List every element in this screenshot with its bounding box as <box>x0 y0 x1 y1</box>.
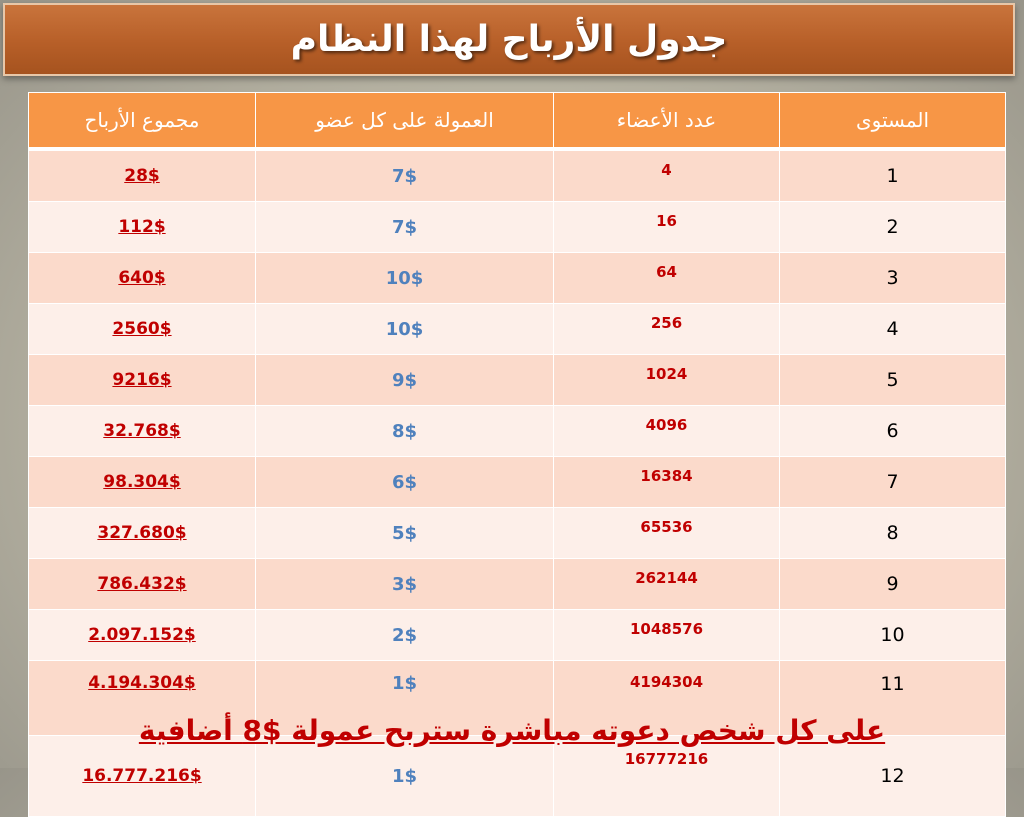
profit-value: 98.304$ <box>103 472 181 492</box>
commission-cell: 10$ <box>256 304 554 355</box>
commission-cell: 10$ <box>256 253 554 304</box>
commission-cell: 7$ <box>256 149 554 202</box>
profit-cell <box>29 149 256 202</box>
table-row <box>29 406 1006 457</box>
profit-value: 640$ <box>118 268 166 288</box>
commission-cell: 7$ <box>256 202 554 253</box>
members-cell: 1048576 <box>554 610 780 661</box>
header-members: عدد الأعضاء <box>554 93 780 150</box>
commission-cell: 1$ <box>256 736 554 817</box>
commission-cell: 3$ <box>256 559 554 610</box>
level-cell: 7 <box>780 457 1006 508</box>
commission-cell: 6$ <box>256 457 554 508</box>
header-commission: العمولة على كل عضو <box>256 93 554 150</box>
page-title: جدول الأرباح لهذا النظام <box>290 19 728 60</box>
members-cell: 16777216 <box>554 736 780 817</box>
profit-cell <box>29 457 256 508</box>
table-row <box>29 149 1006 202</box>
level-cell: 6 <box>780 406 1006 457</box>
profit-value: 112$ <box>118 217 166 237</box>
profit-cell <box>29 610 256 661</box>
table-row <box>29 457 1006 508</box>
commission-cell: 8$ <box>256 406 554 457</box>
level-cell: 12 <box>780 736 1006 817</box>
members-cell: 262144 <box>554 559 780 610</box>
profit-value: 2560$ <box>112 319 172 339</box>
profit-cell <box>29 253 256 304</box>
members-cell: 4194304 <box>554 661 780 736</box>
level-cell: 1 <box>780 149 1006 202</box>
members-cell: 256 <box>554 304 780 355</box>
table-row <box>29 253 1006 304</box>
level-cell: 2 <box>780 202 1006 253</box>
members-cell: 16 <box>554 202 780 253</box>
table-row <box>29 610 1006 661</box>
members-cell: 65536 <box>554 508 780 559</box>
title-bar <box>3 3 1015 76</box>
footer-note: على كل شخص دعوته مباشرة ستربح عمولة $8 أضافية <box>138 714 886 747</box>
table-row <box>29 559 1006 610</box>
table-row <box>29 736 1006 817</box>
profit-cell <box>29 508 256 559</box>
level-cell: 3 <box>780 253 1006 304</box>
profit-cell <box>29 406 256 457</box>
profit-cell <box>29 559 256 610</box>
header-profit: مجموع الأرباح <box>29 93 256 150</box>
profit-value: 9216$ <box>112 370 172 390</box>
profit-value: 2.097.152$ <box>88 625 196 645</box>
level-cell: 9 <box>780 559 1006 610</box>
profit-cell <box>29 355 256 406</box>
table-row <box>29 304 1006 355</box>
level-cell: 10 <box>780 610 1006 661</box>
table-row <box>29 202 1006 253</box>
profit-cell <box>29 304 256 355</box>
table-row <box>29 355 1006 406</box>
level-cell: 11 <box>780 661 1006 736</box>
members-cell: 4096 <box>554 406 780 457</box>
header-level: المستوى <box>780 93 1006 150</box>
members-cell: 16384 <box>554 457 780 508</box>
profit-value: 32.768$ <box>103 421 181 441</box>
level-cell: 4 <box>780 304 1006 355</box>
table-header-row <box>29 93 1006 150</box>
profit-value: 327.680$ <box>97 523 187 543</box>
profit-value: 4.194.304$ <box>88 673 196 693</box>
members-cell: 1024 <box>554 355 780 406</box>
level-cell: 8 <box>780 508 1006 559</box>
members-cell: 4 <box>554 149 780 202</box>
profit-cell <box>29 202 256 253</box>
profit-cell <box>29 736 256 817</box>
commission-cell: 1$ <box>256 661 554 736</box>
profit-value: 28$ <box>124 166 160 186</box>
profit-value: 16.777.216$ <box>82 766 202 786</box>
level-cell: 5 <box>780 355 1006 406</box>
members-cell: 64 <box>554 253 780 304</box>
commission-cell: 2$ <box>256 610 554 661</box>
commission-cell: 5$ <box>256 508 554 559</box>
profit-table <box>28 92 1006 817</box>
profit-value: 786.432$ <box>97 574 187 594</box>
commission-cell: 9$ <box>256 355 554 406</box>
table-row <box>29 508 1006 559</box>
